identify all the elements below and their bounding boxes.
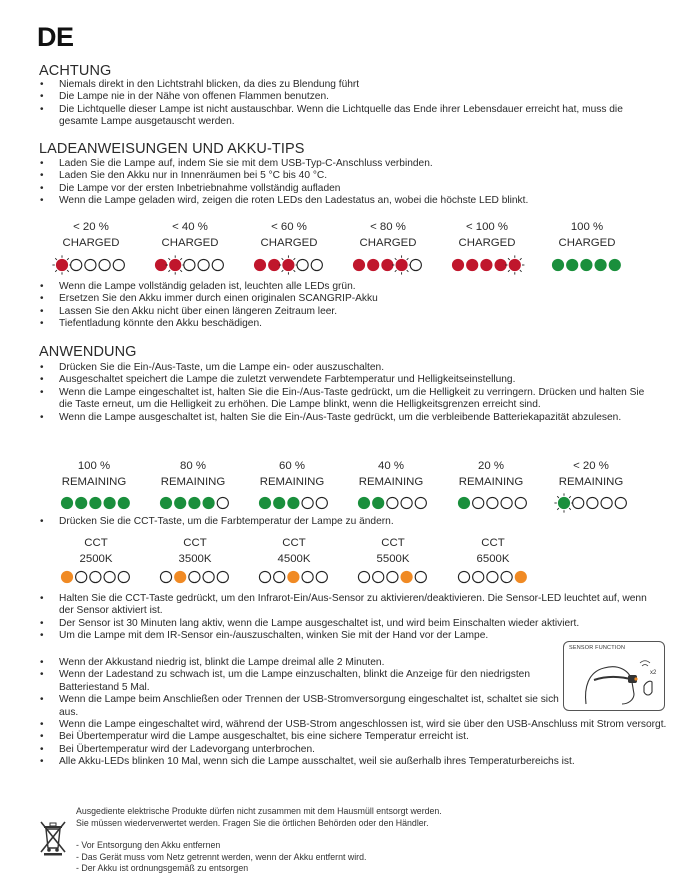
state-caption: 4500K bbox=[277, 553, 311, 565]
led-off bbox=[85, 259, 96, 270]
led-on bbox=[552, 259, 563, 270]
list-item: • Wenn die Lampe eingeschaltet wird, während der USB-Strom angeschlossen ist, wird sie über den USB-Anschluss mit Strom versorgt. bbox=[40, 719, 669, 731]
charging-heading: LADEANWEISUNGEN UND AKKU-TIPS bbox=[39, 141, 305, 157]
blink-ray bbox=[55, 258, 57, 260]
list-item: • Wenn die Lampe geladen wird, zeigen die roten LEDs den Ladestatus an, wobei die höchste LED blinkt. bbox=[40, 195, 650, 207]
led-off bbox=[601, 497, 612, 508]
usage-list bbox=[40, 362, 650, 424]
state-caption: 3500K bbox=[178, 553, 212, 565]
state-label bbox=[140, 219, 240, 251]
led-row bbox=[357, 570, 429, 584]
blink-ray bbox=[520, 270, 522, 272]
led-on bbox=[567, 259, 578, 270]
list-item: • Der Sensor ist 30 Minuten lang aktiv, wenn die Lampe ausgeschaltet ist, und wird beim Einschalten wieder aktiviert. bbox=[40, 618, 650, 630]
led-row bbox=[457, 496, 529, 510]
led-on bbox=[269, 259, 280, 270]
led-on bbox=[467, 259, 478, 270]
sensor-list bbox=[40, 593, 650, 643]
state-label bbox=[338, 219, 438, 251]
head-with-lamp-icon bbox=[564, 642, 664, 710]
blink-ray bbox=[569, 508, 571, 510]
led-on bbox=[254, 259, 265, 270]
led-on bbox=[104, 497, 115, 508]
list-item: • Die Lichtquelle dieser Lampe ist nicht austauschbar. Wenn die Lichtquelle das Ende ihrer Lebensdauer erreicht hat, muss die gesamte Lampe ausgetauscht werden. bbox=[40, 104, 650, 129]
led-off bbox=[358, 571, 369, 582]
blink-ray bbox=[407, 258, 409, 260]
list-item: • Wenn die Lampe eingeschaltet ist, halten Sie die Ein-/Aus-Taste gedrückt, um die Helligkeit zu verringern. Drücken und halten Sie die Taste erneut, um die Helligkeit zu erhöhen. Die Lampe blinkt, wenn die Helligkeitsgrenzen erreicht sind. bbox=[40, 387, 650, 412]
led-on bbox=[509, 259, 520, 270]
state-value: CCT bbox=[84, 537, 108, 549]
state-label bbox=[341, 458, 441, 490]
led-off bbox=[71, 259, 82, 270]
state-value: 80 % bbox=[180, 460, 206, 472]
language-heading: DE bbox=[37, 22, 74, 52]
led-on bbox=[189, 497, 200, 508]
led-off bbox=[99, 259, 110, 270]
led-off bbox=[302, 571, 313, 582]
cct-intro-list bbox=[40, 516, 650, 528]
state-caption: CHARGED bbox=[558, 237, 616, 249]
state-value: 100 % bbox=[570, 221, 604, 233]
state-value: CCT bbox=[481, 537, 505, 549]
led-off bbox=[217, 571, 228, 582]
state-caption: REMAINING bbox=[259, 476, 325, 488]
blink-ray bbox=[180, 258, 182, 260]
list-item: • Ersetzen Sie den Akku immer durch einen originalen SCANGRIP-Akku bbox=[40, 293, 650, 305]
disposal-line: Sie müssen wiederverwertet werden. Fragen Sie die örtlichen Behörden oder den Händler. bbox=[76, 817, 429, 828]
state-value: < 100 % bbox=[465, 221, 509, 233]
led-on bbox=[170, 259, 181, 270]
led-off bbox=[189, 571, 200, 582]
list-item: • Drücken Sie die Ein-/Aus-Taste, um die Lampe ein- oder auszuschalten. bbox=[40, 362, 650, 374]
state-caption: CHARGED bbox=[458, 237, 516, 249]
list-item: • Alle Akku-LEDs blinken 10 Mal, wenn sich die Lampe ausschaltet, weil sie außerhalb ihres Temperaturbereichs ist. bbox=[40, 756, 669, 768]
led-on bbox=[609, 259, 620, 270]
blink-ray bbox=[407, 270, 409, 272]
led-off bbox=[473, 571, 484, 582]
led-off bbox=[274, 571, 285, 582]
state-value: CCT bbox=[381, 537, 405, 549]
led-row bbox=[357, 496, 429, 510]
blink-ray bbox=[569, 496, 571, 498]
led-off bbox=[387, 571, 398, 582]
led-on bbox=[353, 259, 364, 270]
led-on bbox=[452, 259, 463, 270]
led-row bbox=[258, 496, 330, 510]
led-on bbox=[558, 497, 569, 508]
state-label bbox=[239, 219, 339, 251]
list-item: • Drücken Sie die CCT-Taste, um die Farbtemperatur der Lampe zu ändern. bbox=[40, 516, 650, 528]
led-on bbox=[458, 497, 469, 508]
blink-ray bbox=[395, 258, 397, 260]
state-value: 100 % bbox=[77, 460, 111, 472]
state-value: < 20 % bbox=[573, 460, 609, 472]
list-item: • Die Lampe nie in der Nähe von offenen Flammen benutzen. bbox=[40, 91, 650, 103]
state-caption: REMAINING bbox=[558, 476, 624, 488]
led-on bbox=[61, 571, 72, 582]
list-item: • Tiefentladung könnte den Akku beschädigen. bbox=[40, 318, 650, 330]
state-caption: REMAINING bbox=[358, 476, 424, 488]
warning-heading: ACHTUNG bbox=[39, 63, 112, 79]
led-row bbox=[253, 258, 325, 272]
led-off bbox=[316, 571, 327, 582]
state-label bbox=[343, 535, 443, 567]
list-item: • Ausgeschaltet speichert die Lampe die zuletzt verwendete Farbtemperatur und Helligkeitseinstellung. bbox=[40, 374, 650, 386]
led-on bbox=[358, 497, 369, 508]
state-label bbox=[443, 535, 543, 567]
state-value: CCT bbox=[282, 537, 306, 549]
led-row bbox=[451, 258, 523, 272]
list-item: • Halten Sie die CCT-Taste gedrückt, um den Infrarot-Ein/Aus-Sensor zu aktivieren/deaktivieren. Die Sensor-LED leuchtet auf, wenn der Sensor aktiviert ist. bbox=[40, 593, 650, 618]
led-row bbox=[60, 496, 132, 510]
state-label bbox=[541, 458, 641, 490]
led-off bbox=[515, 497, 526, 508]
disposal-note: - Das Gerät muss vom Netz getrennt werden, wenn der Akku entfernt wird. bbox=[76, 851, 367, 862]
led-on bbox=[283, 259, 294, 270]
list-item: • Wenn die Lampe beim Anschließen oder Trennen der USB-Stromversorgung eingeschaltet ist, schaltet sie sich aus. bbox=[40, 694, 560, 719]
blink-ray bbox=[520, 258, 522, 260]
led-off bbox=[198, 259, 209, 270]
led-off bbox=[316, 497, 327, 508]
charging-list bbox=[40, 158, 650, 208]
led-on bbox=[396, 259, 407, 270]
led-off bbox=[473, 497, 484, 508]
led-row bbox=[557, 496, 629, 510]
state-label bbox=[46, 535, 146, 567]
blink-ray bbox=[168, 270, 170, 272]
led-on bbox=[118, 497, 129, 508]
led-off bbox=[259, 571, 270, 582]
state-value: < 20 % bbox=[73, 221, 109, 233]
led-off bbox=[387, 497, 398, 508]
state-value: < 80 % bbox=[370, 221, 406, 233]
blink-ray bbox=[293, 258, 295, 260]
led-row bbox=[55, 258, 127, 272]
blink-ray bbox=[67, 270, 69, 272]
led-row bbox=[551, 258, 623, 272]
sensor-figure-count: x2 bbox=[650, 670, 657, 676]
state-caption: CHARGED bbox=[161, 237, 219, 249]
led-off bbox=[373, 571, 384, 582]
state-label bbox=[44, 458, 144, 490]
led-row bbox=[154, 258, 226, 272]
list-item: • Die Lampe vor der ersten Inbetriebnahme vollständig aufladen bbox=[40, 183, 650, 195]
state-caption: REMAINING bbox=[458, 476, 524, 488]
led-on bbox=[368, 259, 379, 270]
led-on bbox=[495, 259, 506, 270]
led-on bbox=[61, 497, 72, 508]
blink-ray bbox=[282, 270, 284, 272]
led-row bbox=[352, 258, 424, 272]
led-on bbox=[382, 259, 393, 270]
led-on bbox=[288, 571, 299, 582]
led-row bbox=[457, 570, 529, 584]
list-item: • Wenn der Akkustand niedrig ist, blinkt die Lampe dreimal alle 2 Minuten. bbox=[40, 657, 560, 669]
led-on bbox=[274, 497, 285, 508]
state-label bbox=[41, 219, 141, 251]
led-on bbox=[481, 259, 492, 270]
led-on bbox=[595, 259, 606, 270]
blink-ray bbox=[508, 258, 510, 260]
state-caption: CHARGED bbox=[359, 237, 417, 249]
led-on bbox=[76, 497, 87, 508]
led-on bbox=[515, 571, 526, 582]
led-on bbox=[160, 497, 171, 508]
state-value: 20 % bbox=[478, 460, 504, 472]
led-off bbox=[415, 497, 426, 508]
state-caption: CHARGED bbox=[62, 237, 120, 249]
state-label bbox=[537, 219, 637, 251]
state-value: < 60 % bbox=[271, 221, 307, 233]
led-off bbox=[217, 497, 228, 508]
led-off bbox=[76, 571, 87, 582]
led-off bbox=[410, 259, 421, 270]
led-off bbox=[184, 259, 195, 270]
led-off bbox=[113, 259, 124, 270]
led-off bbox=[311, 259, 322, 270]
state-caption: REMAINING bbox=[160, 476, 226, 488]
blink-ray bbox=[67, 258, 69, 260]
sensor-function-figure bbox=[563, 641, 665, 711]
disposal-note: - Der Akku ist ordnungsgemäß zu entsorgen bbox=[76, 863, 249, 873]
led-on bbox=[203, 497, 214, 508]
state-value: CCT bbox=[183, 537, 207, 549]
led-off bbox=[90, 571, 101, 582]
blink-ray bbox=[168, 258, 170, 260]
led-on bbox=[259, 497, 270, 508]
blink-ray bbox=[55, 270, 57, 272]
led-row bbox=[159, 570, 231, 584]
list-item: • Wenn der Ladestand zu schwach ist, um die Lampe einzuschalten, blinkt die Anzeige für den niedrigsten Batteriestand 5 Mal. bbox=[40, 669, 560, 694]
led-on bbox=[288, 497, 299, 508]
state-value: < 40 % bbox=[172, 221, 208, 233]
state-label bbox=[143, 458, 243, 490]
led-row bbox=[258, 570, 330, 584]
led-off bbox=[487, 571, 498, 582]
led-off bbox=[118, 571, 129, 582]
usage-heading: ANWENDUNG bbox=[39, 344, 137, 360]
list-item: • Bei Übertemperatur wird der Ladevorgang unterbrochen. bbox=[40, 744, 669, 756]
state-label bbox=[244, 535, 344, 567]
led-row bbox=[159, 496, 231, 510]
led-on bbox=[401, 571, 412, 582]
list-item: • Lassen Sie den Akku nicht über einen längeren Zeitraum leer. bbox=[40, 306, 650, 318]
blink-ray bbox=[293, 270, 295, 272]
led-off bbox=[415, 571, 426, 582]
list-item: • Bei Übertemperatur wird die Lampe ausgeschaltet, bis eine sichere Temperatur erreicht ist. bbox=[40, 731, 669, 743]
state-caption: 5500K bbox=[376, 553, 410, 565]
state-label bbox=[145, 535, 245, 567]
disposal-text bbox=[76, 806, 442, 829]
led-off bbox=[587, 497, 598, 508]
state-label bbox=[441, 458, 541, 490]
led-off bbox=[302, 497, 313, 508]
led-off bbox=[203, 571, 214, 582]
blink-ray bbox=[557, 508, 559, 510]
list-item: • Laden Sie den Akku nur in Innenräumen bei 5 °C bis 40 °C. bbox=[40, 170, 650, 182]
led-on bbox=[175, 571, 186, 582]
led-off bbox=[487, 497, 498, 508]
led-on bbox=[90, 497, 101, 508]
state-caption: CHARGED bbox=[260, 237, 318, 249]
state-value: 40 % bbox=[378, 460, 404, 472]
disposal-notes bbox=[76, 840, 366, 875]
led-off bbox=[104, 571, 115, 582]
led-off bbox=[401, 497, 412, 508]
list-item: • Niemals direkt in den Lichtstrahl blicken, da dies zu Blendung führt bbox=[40, 79, 650, 91]
warning-list bbox=[40, 79, 650, 129]
blink-ray bbox=[557, 496, 559, 498]
weee-crossed-bin-icon bbox=[38, 818, 68, 856]
state-label bbox=[437, 219, 537, 251]
led-off bbox=[160, 571, 171, 582]
state-caption: REMAINING bbox=[61, 476, 127, 488]
state-caption: 6500K bbox=[476, 553, 510, 565]
led-off bbox=[297, 259, 308, 270]
led-on bbox=[56, 259, 67, 270]
led-off bbox=[458, 571, 469, 582]
list-item: • Laden Sie die Lampe auf, indem Sie sie mit dem USB-Typ-C-Anschluss verbinden. bbox=[40, 158, 650, 170]
disposal-line: Ausgediente elektrische Produkte dürfen nicht zusammen mit dem Hausmüll entsorgt werden. bbox=[76, 806, 442, 816]
list-item: • Wenn die Lampe ausgeschaltet ist, halten Sie die Ein-/Aus-Taste gedrückt, um die verbleibende Batteriekapazität abzulesen. bbox=[40, 412, 650, 424]
led-on bbox=[175, 497, 186, 508]
led-off bbox=[212, 259, 223, 270]
blink-ray bbox=[282, 258, 284, 260]
list-item: • Um die Lampe mit dem IR-Sensor ein-/auszuschalten, winken Sie mit der Hand vor der Lampe. bbox=[40, 630, 650, 642]
list-item: • Wenn die Lampe vollständig geladen ist, leuchten alle LEDs grün. bbox=[40, 281, 650, 293]
led-off bbox=[501, 497, 512, 508]
led-off bbox=[501, 571, 512, 582]
led-off bbox=[573, 497, 584, 508]
led-off bbox=[615, 497, 626, 508]
state-value: 60 % bbox=[279, 460, 305, 472]
led-on bbox=[155, 259, 166, 270]
blink-ray bbox=[395, 270, 397, 272]
state-caption: 2500K bbox=[79, 553, 113, 565]
blink-ray bbox=[180, 270, 182, 272]
blink-ray bbox=[508, 270, 510, 272]
led-row bbox=[60, 570, 132, 584]
disposal-note: - Vor Entsorgung den Akku entfernen bbox=[76, 840, 221, 850]
state-label bbox=[242, 458, 342, 490]
led-on bbox=[373, 497, 384, 508]
sensor-figure-title: SENSOR FUNCTION bbox=[569, 645, 626, 651]
led-on bbox=[581, 259, 592, 270]
charging-list-after bbox=[40, 281, 650, 331]
